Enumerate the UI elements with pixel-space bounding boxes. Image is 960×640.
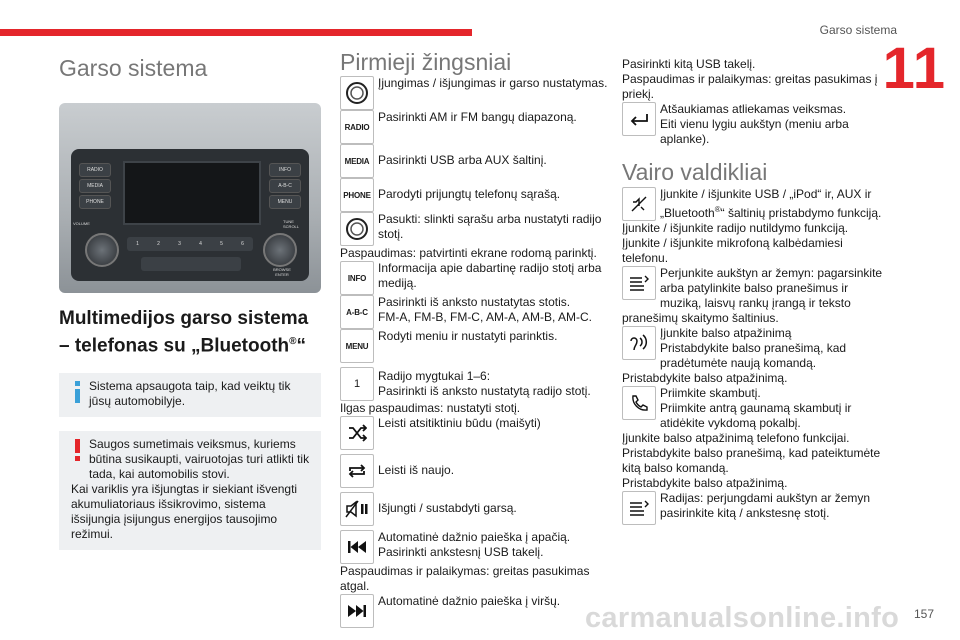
browse-knob-icon: [263, 233, 297, 267]
browse-label: BROWSE ENTER: [273, 267, 291, 277]
warning-icon: [74, 439, 81, 461]
item-line-1: Radijo mygtukai 1–6:: [378, 369, 491, 383]
info-key-icon: [340, 261, 374, 295]
station-text: Radijas: perjungdami aukštyn ar žemyn pasirinkite kitą / ankstesnę stotį.: [660, 491, 871, 520]
key-label: INFO: [347, 273, 367, 283]
item-text: Įjungimas / išjungimas ir garso nustatymas.: [378, 76, 608, 90]
list-item: [340, 454, 608, 488]
phone-block: [622, 386, 892, 491]
subsection-title-end: “: [296, 335, 307, 357]
item-extra-text: Paspaudimas: patvirtinti ekrane rodomą parinktį.: [340, 246, 597, 260]
voice-block: [622, 326, 892, 386]
radio-button-menu: MENU: [269, 195, 301, 209]
item-text: Informacija apie dabartinę radijo stotį arba mediją.: [378, 261, 602, 290]
list-item: [340, 530, 608, 564]
registered-mark: ®: [714, 205, 721, 214]
section-title: Pirmieji žingsniai: [340, 49, 512, 75]
list-item: [340, 492, 608, 526]
item-text: Pasukti: slinkti sąrašu arba nustatyti radijo stotį.: [378, 212, 602, 241]
item-text: Rodyti meniu ir nustatyti parinktis.: [378, 329, 558, 343]
source-text-d: Įjunkite / išjunkite mikrofoną kalbėdamiesi telefonu.: [622, 236, 843, 265]
section-title: Vairo valdikliai: [622, 159, 768, 185]
item-text: Parodyti prijungtų telefonų sąrašą.: [378, 187, 561, 201]
radio-screen: [123, 161, 261, 225]
repeat-icon: [340, 454, 374, 488]
radio-key-icon: [340, 110, 374, 144]
item-extra-text: Paspaudimas ir palaikymas: greitas pasukimas atgal.: [340, 564, 590, 593]
list-scroll-icon: [622, 266, 656, 300]
item-line-1: Automatinė dažnio paieška į apačią.: [378, 530, 571, 544]
list-item: [340, 76, 608, 110]
radio-button-abc: A-B-C: [269, 179, 301, 193]
back-icon: [622, 102, 656, 136]
radio-bottom-buttons: [141, 257, 241, 271]
mute-pause-icon: [340, 492, 374, 526]
item-text: [378, 367, 591, 399]
controls-list: [340, 76, 608, 628]
info-callout: [59, 373, 321, 417]
phone-icon: [622, 386, 656, 420]
item-text: Leisti atsitiktiniu būdu (maišyti): [378, 416, 541, 430]
column-3: [622, 55, 892, 525]
radio-photo: [59, 103, 321, 293]
item-line-2: Pasirinkti iš anksto nustatytą radijo stotį.: [378, 384, 591, 398]
column-1: [59, 55, 321, 550]
voice-text-c: Pristabdykite balso atpažinimą.: [622, 371, 788, 385]
shuffle-icon: [340, 416, 374, 450]
subsection-title: [59, 307, 321, 357]
key-label: RADIO: [344, 122, 370, 132]
radio-panel: [71, 149, 309, 281]
intro-line-2: Paspaudimas ir palaikymas: greitas pasukimas į priekį.: [622, 72, 878, 101]
menu-key-icon: [340, 329, 374, 363]
key-label: MEDIA: [344, 156, 370, 166]
voice-text-a: Įjunkite balso atpažinimą: [660, 326, 792, 340]
preset-buttons: [127, 237, 253, 251]
phone-text-d: Pristabdykite balso pranešimą, kad pateiktumėte kitą balso komandą.: [622, 446, 881, 475]
item-line-2: Pasirinkti ankstesnį USB takelį.: [378, 545, 544, 559]
item-text: [378, 295, 592, 325]
source-text-a: Įjunkite / išjunkite USB / „iPod“ ir, AUX ir „Bluetooth: [660, 187, 872, 220]
media-key-icon: [340, 144, 374, 178]
tune-label: TUNE SCROLL: [283, 219, 300, 229]
key-label: A-B-C: [346, 307, 368, 317]
chapter-number: 11: [882, 36, 946, 101]
source-block: [622, 187, 892, 266]
subsection-title-text: Multimedijos garso sistema – telefonas su „Bluetooth: [59, 308, 309, 357]
item-extra-text: Ilgas paspaudimas: nustatyti stotį.: [340, 401, 521, 415]
list-item: [340, 594, 608, 628]
next-track-icon: [340, 594, 374, 628]
info-text: Sistema apsaugota taip, kad veiktų tik jūsų automobilyje.: [89, 379, 291, 409]
running-head: Garso sistema: [819, 23, 897, 37]
volume-text: Perjunkite aukštyn ar žemyn: pagarsinkite arba patylinkite balso pranešimus ir muziką, laisvų rankų įrangą ir teksto pranešimų skaitymo šaltinius.: [622, 266, 883, 325]
radio-button-info: INFO: [269, 163, 301, 177]
phone-text-c: Įjunkite balso atpažinimą telefono funkcijai.: [622, 431, 850, 445]
key-label: PHONE: [343, 190, 371, 200]
previous-track-icon: [340, 530, 374, 564]
item-text: Automatinė dažnio paieška į viršų.: [378, 594, 561, 608]
list-item: [340, 110, 608, 144]
list-item: [340, 261, 608, 295]
item-text: Pasirinkti AM ir FM bangų diapazoną.: [378, 110, 577, 124]
station-block: [622, 491, 892, 525]
item-text: Pasirinkti USB arba AUX šaltinį.: [378, 153, 547, 167]
key-label: 1: [353, 377, 361, 390]
preset-4: 4: [199, 241, 202, 247]
phone-text-b: Priimkite antrą gaunamą skambutį ir atidėkite vykdomą pokalbį.: [660, 401, 852, 430]
item-text: [378, 530, 570, 560]
info-icon: [74, 381, 81, 403]
watermark: carmanualsonline.info: [585, 602, 900, 634]
back-block: [622, 102, 892, 147]
item-line-1: Pasirinkti iš anksto nustatytas stotis.: [378, 295, 571, 309]
phone-key-icon: [340, 178, 374, 212]
volume-label: VOLUME: [73, 221, 90, 226]
preset-1: 1: [136, 241, 139, 247]
volume-knob-icon: [85, 233, 119, 267]
warning-text-2: Kai variklis yra išjungtas ir siekiant išvengti akumuliatoriaus išsikrovimo, sistema išsijungia įsijungus energijos tausojimo režimui.: [71, 482, 298, 542]
phone-text-e: Pristabdykite balso atpažinimą.: [622, 476, 788, 490]
warning-text-1: Saugos sumetimais veiksmus, kuriems būtina susikaupti, vairuotojas turi atlikti tik tada, kai automobilis stovi.: [89, 437, 310, 482]
list-item: [340, 329, 608, 363]
list-item: [340, 416, 608, 450]
knob-icon: [340, 76, 374, 110]
page-number: 157: [913, 607, 934, 621]
list-scroll-icon: [622, 491, 656, 525]
radio-button-phone: PHONE: [79, 195, 111, 209]
preset-5: 5: [220, 241, 223, 247]
knob-icon: [340, 212, 374, 246]
volume-block: [622, 266, 892, 326]
source-text-c: Įjunkite / išjunkite radijo nutildymo funkciją.: [622, 221, 849, 235]
radio-button-radio: RADIO: [79, 163, 111, 177]
back-text-1: Atšaukiamas atliekamas veiksmas.: [660, 102, 847, 116]
source-button-icon: [622, 187, 656, 221]
key-label: MENU: [345, 341, 369, 351]
abc-key-icon: [340, 295, 374, 329]
intro-line-1: Pasirinkti kitą USB takelį.: [622, 57, 756, 71]
preset-2: 2: [157, 241, 160, 247]
preset-6: 6: [241, 241, 244, 247]
radio-button-media: MEDIA: [79, 179, 111, 193]
item-text: Išjungti / sustabdyti garsą.: [378, 501, 517, 515]
source-text-b: “ šaltinių pristabdymo funkciją.: [720, 206, 882, 220]
list-item: [340, 178, 608, 212]
list-item: [340, 212, 608, 246]
list-item: [340, 295, 608, 329]
voice-recognition-icon: [622, 326, 656, 360]
voice-text-b: Pristabdykite balso pranešimą, kad pradėtumėte naują komandą.: [660, 341, 847, 370]
list-item: [340, 144, 608, 178]
registered-mark: ®: [289, 336, 297, 347]
back-text-2: Eiti vienu lygiu aukštyn (meniu arba aplanke).: [660, 117, 849, 146]
preset-key-icon: [340, 367, 374, 401]
phone-text-a: Priimkite skambutį.: [660, 386, 761, 400]
preset-3: 3: [178, 241, 181, 247]
item-line-2: FM-A, FM-B, FM-C, AM-A, AM-B, AM-C.: [378, 310, 592, 324]
warning-callout: [59, 431, 321, 550]
list-item: [340, 367, 608, 401]
item-text: Leisti iš naujo.: [378, 463, 455, 477]
header-red-bar: [0, 29, 472, 36]
section-title: Garso sistema: [59, 55, 208, 81]
column-2: [340, 49, 608, 628]
